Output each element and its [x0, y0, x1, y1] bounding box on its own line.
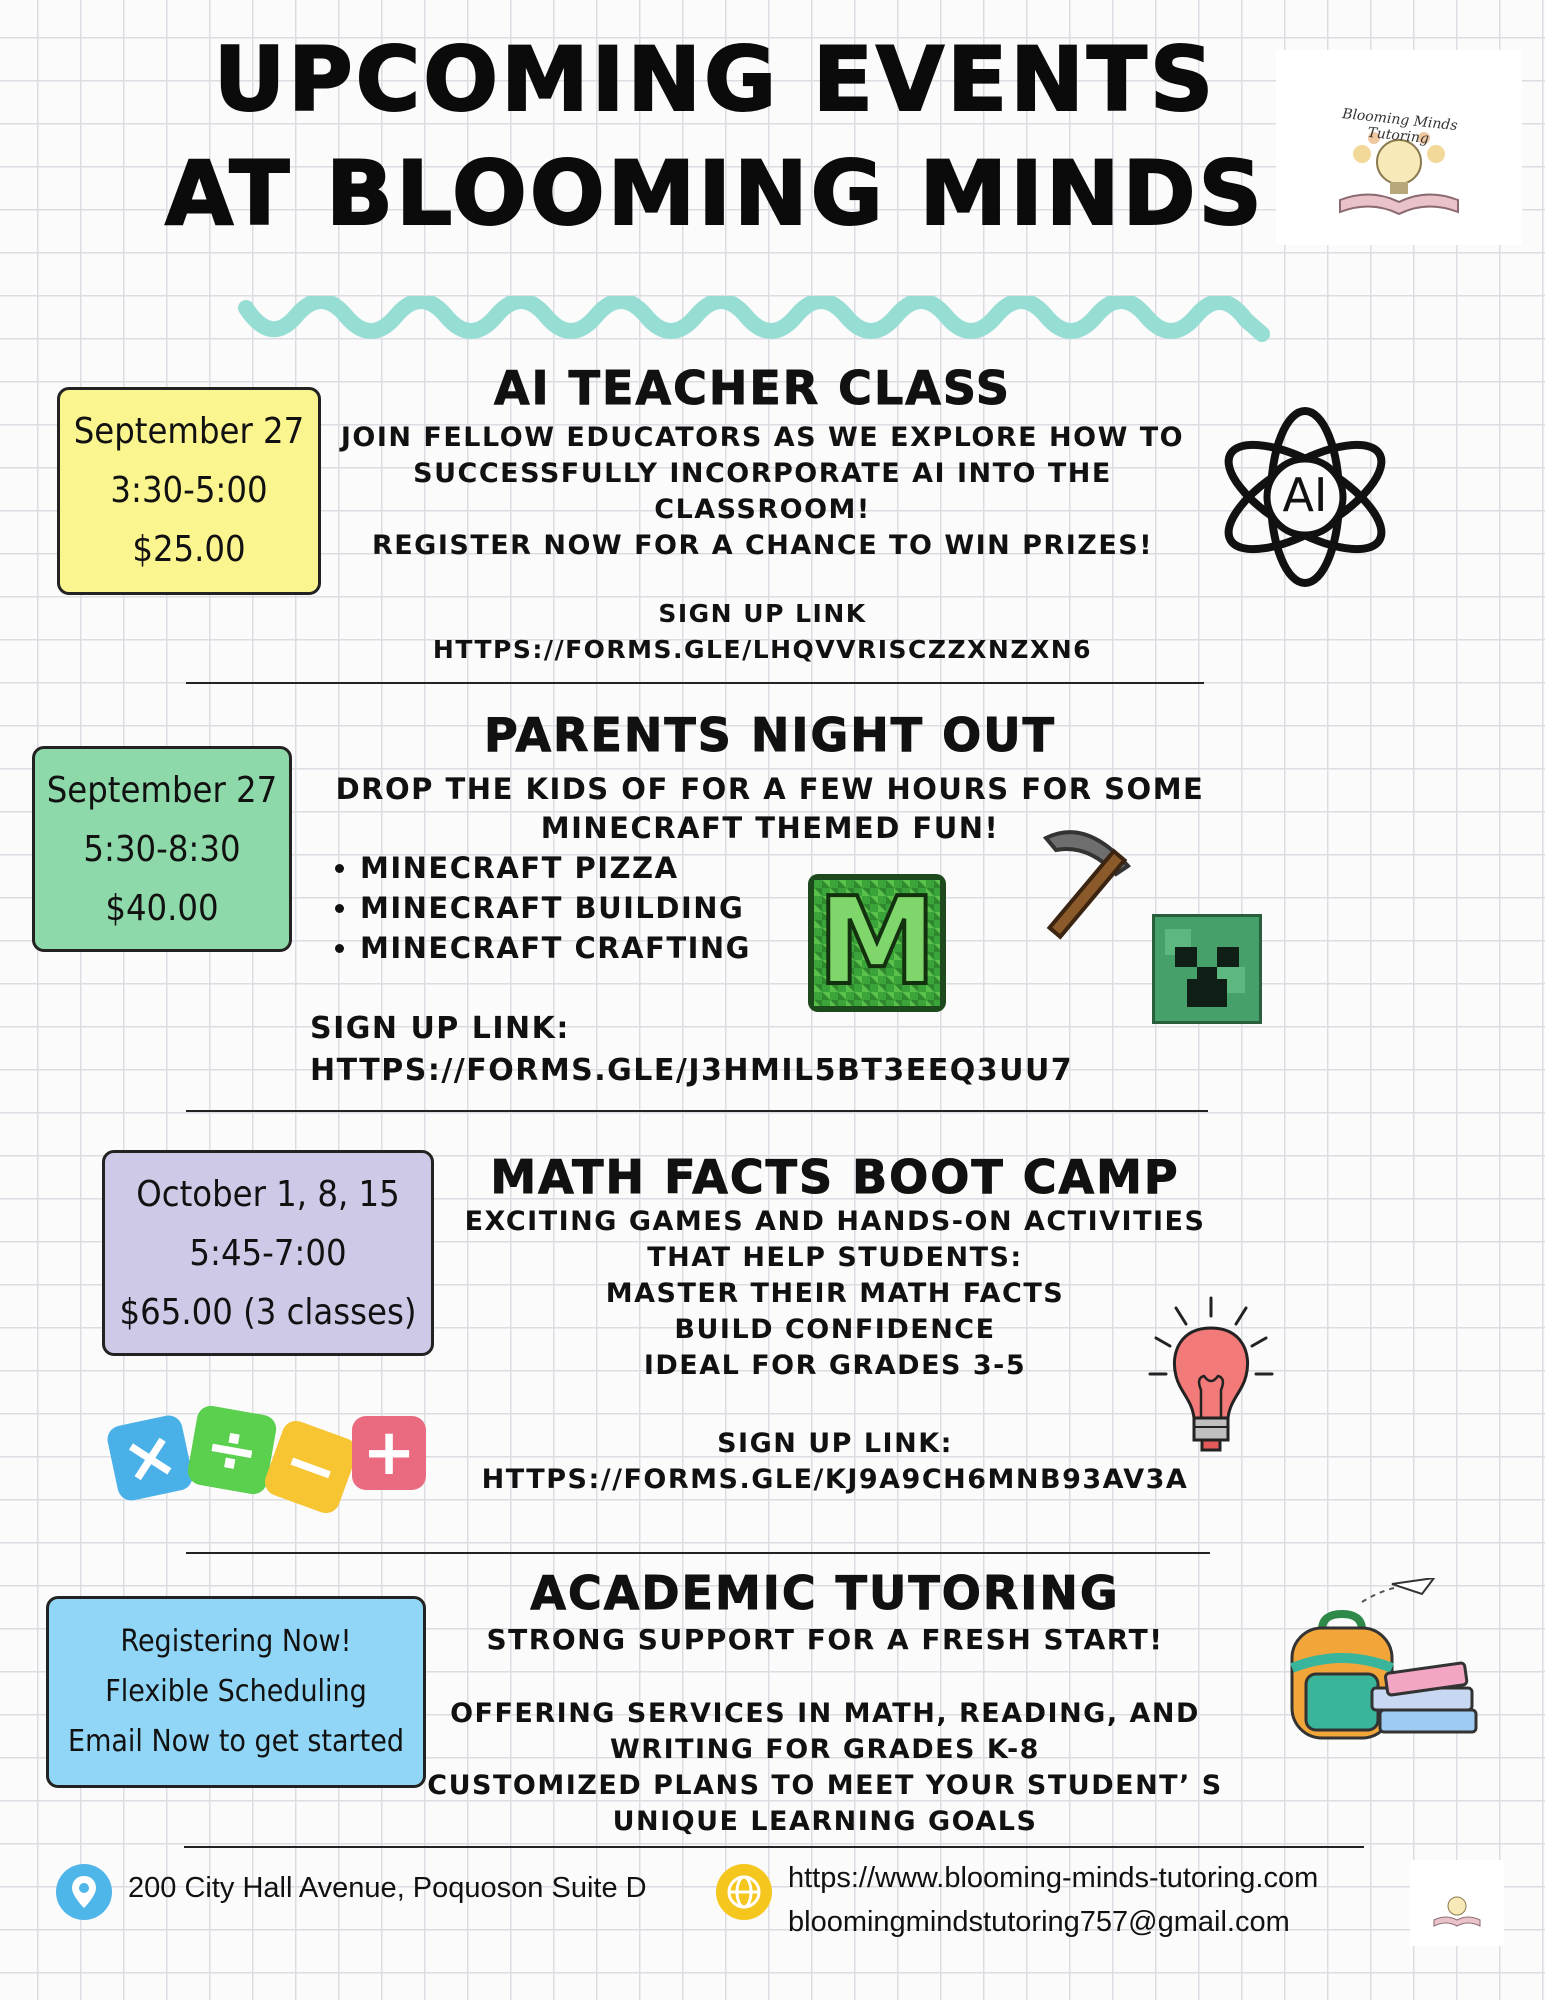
logo: [1276, 50, 1522, 245]
list-item: • MINECRAFT PIZZA: [360, 848, 751, 888]
event-3-description: [430, 1204, 1240, 1384]
event-1-desc-line: JOIN FELLOW EDUCATORS AS WE EXPLORE HOW TO: [340, 422, 1185, 453]
event-1-signup-label: SIGN UP LINK: [658, 599, 867, 628]
event-1-desc-line: CLASSROOM!: [654, 494, 871, 525]
list-item: • MINECRAFT BUILDING: [360, 888, 751, 928]
globe-icon: [716, 1864, 772, 1920]
divider: [184, 1846, 1364, 1848]
event-1-price: $25.00: [132, 529, 246, 570]
event-4-title: ACADEMIC TUTORING: [530, 1566, 1120, 1620]
event-1-date-box: [57, 387, 321, 595]
event-2-date: September 27: [46, 770, 278, 811]
event-2-signup-label: SIGN UP LINK:: [310, 1011, 570, 1046]
math-symbols-icon: [106, 1408, 426, 1518]
event-3-signup-label: SIGN UP LINK:: [717, 1428, 953, 1459]
tutoring-box-line: Registering Now!: [120, 1624, 352, 1659]
small-logo: [1410, 1860, 1504, 1946]
divide-icon: ÷: [186, 1404, 279, 1497]
page-title-line-1: UPCOMING EVENTS: [213, 28, 1217, 131]
event-2-bullet-list: [326, 848, 751, 968]
event-2-date-box: [32, 746, 292, 952]
page-title-line-2: AT BLOOMING MINDS: [165, 142, 1265, 245]
event-1-desc-line: REGISTER NOW FOR A CHANCE TO WIN PRIZES!: [371, 530, 1154, 561]
event-4-desc-line: UNIQUE LEARNING GOALS: [612, 1806, 1038, 1837]
event-3-signup-link[interactable]: HTTPS://FORMS.GLE/KJ9A9CH6MNB93AV3A: [481, 1464, 1189, 1495]
event-3-date: October 1, 8, 15: [136, 1174, 400, 1215]
event-1-signup-link[interactable]: HTTPS://FORMS.GLE/LHQVVRISCZZXNZXN6: [432, 635, 1093, 664]
event-2-price: $40.00: [105, 888, 219, 929]
event-3-desc-line: BUILD CONFIDENCE: [674, 1314, 996, 1345]
event-1-desc-line: SUCCESSFULLY INCORPORATE AI INTO THE: [413, 458, 1112, 489]
event-3-desc-line: EXCITING GAMES AND HANDS-ON ACTIVITIES: [464, 1206, 1206, 1237]
logo-text: Blooming Minds Tutoring: [1341, 106, 1459, 148]
event-3-signup: [430, 1426, 1240, 1498]
plus-icon: +: [352, 1416, 426, 1490]
backpack-books-icon: [1282, 1578, 1482, 1758]
list-item: • MINECRAFT CRAFTING: [360, 928, 751, 968]
event-3-desc-line: THAT HELP STUDENTS:: [647, 1242, 1023, 1273]
ai-atom-icon: [1212, 404, 1398, 590]
footer-email-link[interactable]: bloomingmindstutoring757@gmail.com: [788, 1906, 1290, 1938]
event-1-date: September 27: [73, 411, 305, 452]
event-2-signup-link[interactable]: HTTPS://FORMS.GLE/J3HMIL5BT3EEQ3UU7: [310, 1053, 1074, 1088]
tutoring-box-line: Email Now to get started: [68, 1724, 404, 1759]
logo-graphic: [1276, 50, 1522, 245]
location-pin-icon: [56, 1864, 112, 1920]
pickaxe-icon: [1016, 818, 1136, 946]
minecraft-m-icon: [808, 874, 946, 1012]
creeper-icon: [1152, 914, 1262, 1024]
event-1-title: AI TEACHER CLASS: [493, 361, 1012, 415]
footer-contact: [788, 1856, 1318, 1944]
divider: [186, 1110, 1208, 1112]
lightbulb-icon: [1146, 1294, 1276, 1464]
event-3-price: $65.00 (3 classes): [119, 1292, 417, 1333]
minecraft-m-letter: M: [817, 874, 937, 1012]
event-1-time: 3:30-5:00: [110, 470, 268, 511]
event-3-date-box: [102, 1150, 434, 1356]
event-3-desc-line: IDEAL FOR GRADES 3-5: [643, 1350, 1027, 1381]
minus-icon: −: [261, 1417, 361, 1517]
event-1-signup: [320, 596, 1205, 668]
event-3-time: 5:45-7:00: [189, 1233, 347, 1274]
event-2-time: 5:30-8:30: [83, 829, 241, 870]
event-2-desc-line: DROP THE KIDS OF FOR A FEW HOURS FOR SOME: [335, 772, 1205, 806]
footer-address: 200 City Hall Avenue, Poquoson Suite D: [128, 1872, 647, 1904]
event-4-desc-line: CUSTOMIZED PLANS TO MEET YOUR STUDENT’ S: [427, 1770, 1223, 1801]
event-2-signup: [310, 1008, 1073, 1092]
multiply-icon: ×: [105, 1413, 195, 1503]
divider: [186, 682, 1204, 684]
event-3-title: MATH FACTS BOOT CAMP: [490, 1150, 1180, 1204]
tutoring-box-line: Flexible Scheduling: [105, 1674, 367, 1709]
tutoring-info-box: [46, 1596, 426, 1788]
footer-website-link[interactable]: https://www.blooming-minds-tutoring.com: [788, 1862, 1319, 1894]
event-3-desc-line: MASTER THEIR MATH FACTS: [605, 1278, 1065, 1309]
event-4-desc-line: WRITING FOR GRADES K-8: [610, 1734, 1040, 1765]
event-4-description: [420, 1696, 1230, 1840]
event-1-description: [320, 420, 1205, 564]
decorative-wave: [236, 296, 1272, 356]
ai-icon-text: AI: [1282, 468, 1328, 522]
event-2-desc-line: MINECRAFT THEMED FUN!: [540, 811, 1000, 845]
event-2-title: PARENTS NIGHT OUT: [483, 708, 1057, 762]
divider: [186, 1552, 1210, 1554]
event-4-subtitle: STRONG SUPPORT FOR A FRESH START!: [486, 1623, 1164, 1656]
event-4-desc-line: OFFERING SERVICES IN MATH, READING, AND: [450, 1698, 1200, 1729]
